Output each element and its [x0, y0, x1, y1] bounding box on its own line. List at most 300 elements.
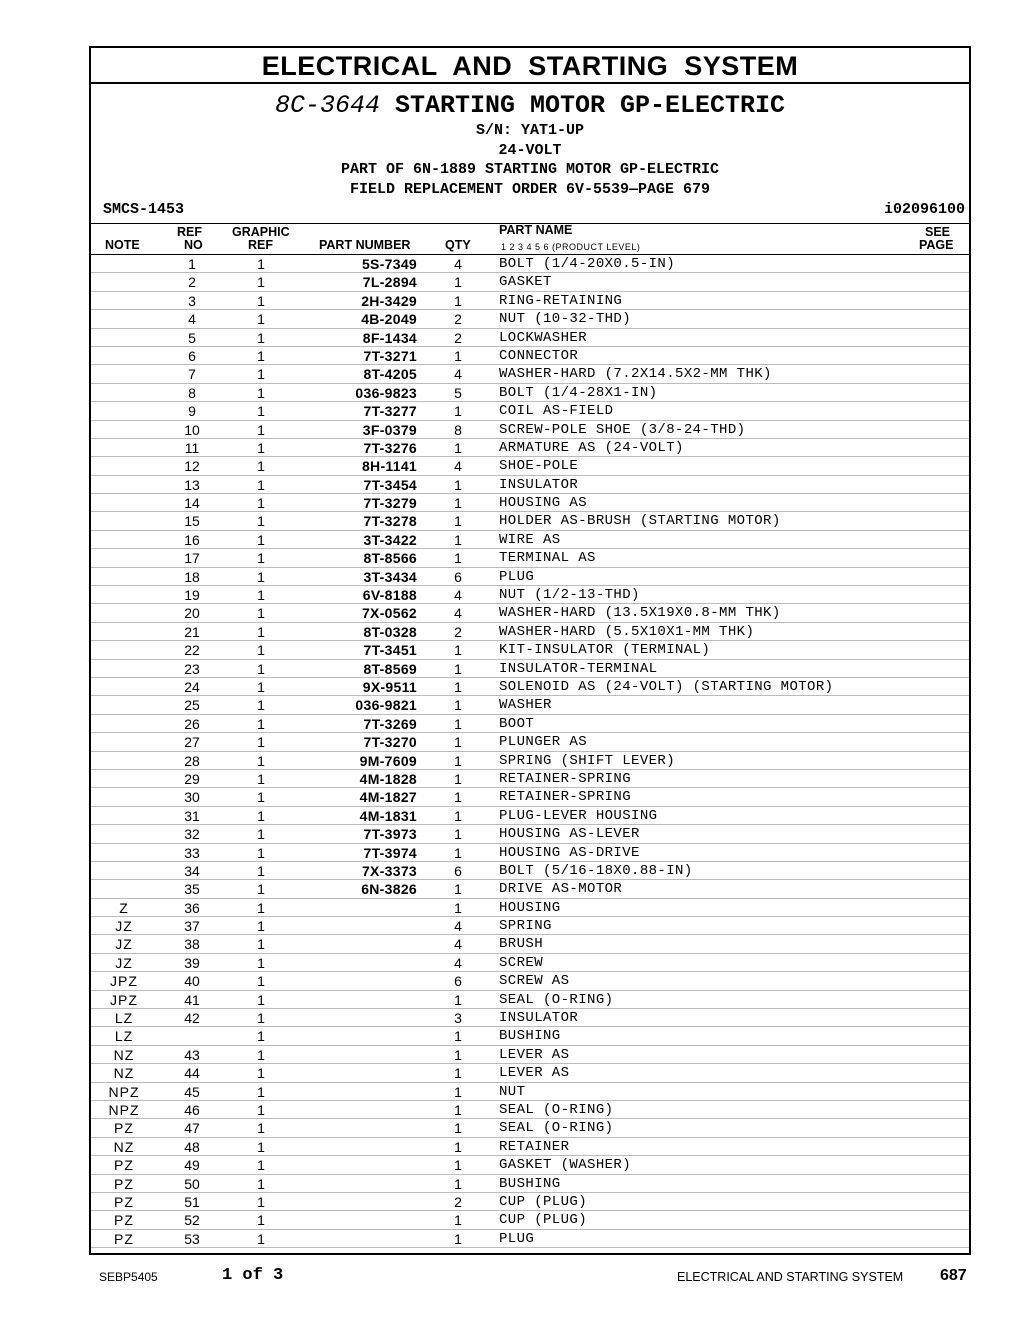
header-graphic-1: GRAPHIC — [232, 225, 290, 239]
ref-number: 47 — [184, 1120, 200, 1137]
table-row — [91, 365, 969, 383]
part-name: BUSHING — [499, 1028, 561, 1045]
graphic-ref: 1 — [257, 623, 265, 640]
ref-number: 41 — [184, 991, 200, 1008]
part-name: DRIVE AS-MOTOR — [499, 881, 623, 898]
part-name: RETAINER-SPRING — [499, 789, 632, 806]
note-cell: NZ — [113, 1046, 135, 1063]
ref-number: 23 — [184, 660, 200, 677]
part-name: SEAL (O-RING) — [499, 1120, 614, 1137]
graphic-ref: 1 — [257, 1120, 265, 1137]
ref-number: 34 — [184, 862, 200, 879]
quantity: 1 — [454, 991, 462, 1008]
part-name: SCREW — [499, 954, 544, 971]
part-number: 5S-7349 — [361, 256, 417, 272]
part-number: 7T-3454 — [363, 476, 417, 493]
quantity: 1 — [454, 495, 462, 512]
part-name: CUP (PLUG) — [499, 1212, 588, 1229]
graphic-ref: 1 — [257, 954, 265, 971]
graphic-ref: 1 — [257, 881, 265, 898]
ref-number: 51 — [184, 1193, 200, 1210]
quantity: 1 — [454, 531, 462, 548]
part-name: PLUNGER AS — [499, 734, 588, 751]
part-name: HOUSING AS — [499, 495, 588, 512]
ref-number: 36 — [184, 899, 200, 916]
quantity: 1 — [454, 697, 462, 714]
table-row — [91, 402, 969, 420]
ref-number: 48 — [184, 1138, 200, 1155]
part-name: WIRE AS — [499, 531, 561, 548]
ref-number: 5 — [188, 329, 196, 346]
table-row — [91, 991, 969, 1009]
table-row — [91, 623, 969, 641]
quantity: 6 — [454, 973, 462, 990]
ref-number: 7 — [188, 366, 196, 383]
quantity: 3 — [454, 1010, 462, 1027]
part-number: 3T-3422 — [363, 531, 417, 548]
part-number: 7T-3276 — [363, 439, 417, 456]
quantity: 1 — [454, 1212, 462, 1229]
table-row — [91, 825, 969, 843]
graphic-ref: 1 — [257, 1138, 265, 1155]
part-number: 7T-3974 — [363, 844, 417, 861]
quantity: 1 — [454, 292, 462, 309]
table-row — [91, 421, 969, 439]
table-row — [91, 696, 969, 714]
graphic-ref: 1 — [257, 568, 265, 585]
quantity: 5 — [454, 384, 462, 401]
graphic-ref: 1 — [257, 697, 265, 714]
graphic-ref: 1 — [257, 531, 265, 548]
quantity: 1 — [454, 476, 462, 493]
table-row — [91, 715, 969, 733]
table-row — [91, 255, 969, 273]
part-number: 8T-8566 — [363, 550, 417, 567]
table-row — [91, 586, 969, 604]
table-row — [91, 788, 969, 806]
quantity: 1 — [454, 899, 462, 916]
part-number: 4B-2049 — [361, 311, 417, 328]
graphic-ref: 1 — [257, 734, 265, 751]
part-number: 6V-8188 — [362, 587, 417, 604]
ref-number: 1 — [188, 256, 196, 272]
quantity: 1 — [454, 550, 462, 567]
part-name: BOLT (1/4-20X0.5-IN) — [499, 256, 676, 272]
quantity: 1 — [454, 715, 462, 732]
part-name: BOLT (1/4-28X1-IN) — [499, 384, 658, 401]
field-replacement-line: FIELD REPLACEMENT ORDER 6V-5539—PAGE 679 — [349, 180, 711, 198]
quantity: 1 — [454, 1028, 462, 1045]
graphic-ref: 1 — [257, 329, 265, 346]
ref-number: 10 — [184, 421, 200, 438]
note-cell: PZ — [114, 1230, 134, 1247]
part-name: INSULATOR — [499, 476, 579, 493]
part-number: 7T-3973 — [363, 826, 417, 843]
group-title — [91, 91, 969, 121]
group-name: STARTING MOTOR GP-ELECTRIC — [394, 91, 786, 120]
quantity: 4 — [454, 918, 462, 935]
part-name: KIT-INSULATOR (TERMINAL) — [499, 642, 711, 659]
part-name: INSULATOR-TERMINAL — [499, 660, 658, 677]
quantity: 1 — [454, 1138, 462, 1155]
ref-number: 11 — [184, 439, 200, 456]
part-name: PLUG — [499, 568, 535, 585]
part-number: 6N-3826 — [361, 881, 417, 898]
part-name: HOUSING AS-DRIVE — [499, 844, 640, 861]
quantity: 1 — [454, 752, 462, 769]
ref-number: 40 — [184, 973, 200, 990]
table-row — [91, 604, 969, 622]
graphic-ref: 1 — [257, 991, 265, 1008]
table-row — [91, 531, 969, 549]
ref-number: 16 — [184, 531, 200, 548]
part-name: WASHER-HARD (7.2X14.5X2-MM THK) — [499, 366, 772, 383]
ref-number: 24 — [184, 678, 200, 695]
table-row — [91, 1175, 969, 1193]
table-row — [91, 733, 969, 751]
note-cell: PZ — [114, 1175, 134, 1192]
table-row — [91, 568, 969, 586]
graphic-ref: 1 — [257, 1193, 265, 1210]
quantity: 1 — [454, 1120, 462, 1137]
table-row — [91, 844, 969, 862]
table-row — [91, 347, 969, 365]
ref-number: 37 — [184, 918, 200, 935]
ref-number: 32 — [184, 826, 200, 843]
footer-doc-number: SEBP5405 — [99, 1270, 158, 1284]
part-name: COIL AS-FIELD — [499, 403, 614, 420]
note-cell: PZ — [114, 1120, 134, 1137]
graphic-ref: 1 — [257, 807, 265, 824]
graphic-ref: 1 — [257, 918, 265, 935]
ref-number: 52 — [184, 1212, 200, 1229]
header-ref-2: NO — [184, 238, 203, 252]
footer-page-of: 1 of 3 — [222, 1266, 284, 1285]
quantity: 2 — [454, 1193, 462, 1210]
part-name: SPRING — [499, 918, 552, 935]
quantity: 4 — [454, 458, 462, 475]
part-number: 8H-1141 — [361, 458, 417, 475]
graphic-ref: 1 — [257, 973, 265, 990]
graphic-ref: 1 — [257, 274, 265, 291]
quantity: 4 — [454, 605, 462, 622]
table-row — [91, 972, 969, 990]
graphic-ref: 1 — [257, 366, 265, 383]
part-number: 8F-1434 — [362, 329, 417, 346]
table-header — [91, 224, 969, 255]
table-row — [91, 770, 969, 788]
table-row — [91, 1027, 969, 1045]
part-number: 7T-3269 — [363, 715, 417, 732]
graphic-ref: 1 — [257, 587, 265, 604]
part-name: RETAINER — [499, 1138, 570, 1155]
table-row — [91, 660, 969, 678]
note-cell: NZ — [113, 1065, 135, 1082]
quantity: 6 — [454, 568, 462, 585]
quantity: 1 — [454, 1230, 462, 1247]
header-ref-1: REF — [177, 225, 202, 239]
graphic-ref: 1 — [257, 660, 265, 677]
quantity: 1 — [454, 1157, 462, 1174]
quantity: 1 — [454, 826, 462, 843]
graphic-ref: 1 — [257, 347, 265, 364]
table-row — [91, 917, 969, 935]
table-row — [91, 954, 969, 972]
table-row — [91, 1138, 969, 1156]
table-row — [91, 641, 969, 659]
header-graphic-2: REF — [248, 238, 273, 252]
note-cell: JZ — [115, 936, 133, 953]
table-row — [91, 549, 969, 567]
part-name: SPRING (SHIFT LEVER) — [499, 752, 676, 769]
note-cell: NPZ — [108, 1083, 140, 1100]
part-name: ARMATURE AS (24-VOLT) — [499, 439, 684, 456]
note-cell: PZ — [114, 1212, 134, 1229]
table-row — [91, 1119, 969, 1137]
header-see-1: SEE — [925, 225, 951, 239]
quantity: 1 — [454, 439, 462, 456]
quantity: 1 — [454, 734, 462, 751]
table-row — [91, 935, 969, 953]
table-row — [91, 1046, 969, 1064]
note-cell: JZ — [115, 954, 133, 971]
part-name: LEVER AS — [499, 1065, 570, 1082]
quantity: 8 — [454, 421, 462, 438]
illustration-id: i02096100 — [883, 201, 965, 218]
ref-number: 29 — [184, 770, 200, 787]
graphic-ref: 1 — [257, 1175, 265, 1192]
page-footer — [0, 1266, 1020, 1288]
table-row — [91, 457, 969, 475]
part-name: LOCKWASHER — [499, 329, 588, 346]
quantity: 2 — [454, 311, 462, 328]
table-row — [91, 512, 969, 530]
part-name: HOUSING — [499, 899, 561, 916]
graphic-ref: 1 — [257, 642, 265, 659]
ref-number: 3 — [188, 292, 196, 309]
graphic-ref: 1 — [257, 936, 265, 953]
table-row — [91, 678, 969, 696]
ref-number: 50 — [184, 1175, 200, 1192]
graphic-ref: 1 — [257, 1230, 265, 1247]
quantity: 1 — [454, 642, 462, 659]
footer-section: ELECTRICAL AND STARTING SYSTEM — [677, 1270, 904, 1284]
graphic-ref: 1 — [257, 1101, 265, 1118]
part-number: 3T-3434 — [363, 568, 417, 585]
part-number: 7T-3278 — [363, 513, 417, 530]
note-cell: JPZ — [110, 973, 138, 990]
graphic-ref: 1 — [257, 458, 265, 475]
quantity: 1 — [454, 881, 462, 898]
note-cell: Z — [119, 899, 129, 916]
ref-number: 18 — [184, 568, 200, 585]
part-name: WASHER-HARD (5.5X10X1-MM THK) — [499, 623, 755, 640]
part-number: 4M-1828 — [359, 770, 417, 787]
ref-number: 42 — [184, 1010, 200, 1027]
note-cell: LZ — [114, 1010, 134, 1027]
quantity: 4 — [454, 587, 462, 604]
table-row — [91, 752, 969, 770]
graphic-ref: 1 — [257, 1065, 265, 1082]
part-number: 7T-3270 — [363, 734, 417, 751]
ref-number: 9 — [188, 403, 196, 420]
quantity: 1 — [454, 1175, 462, 1192]
part-number: 7T-3451 — [363, 642, 417, 659]
part-name: SCREW-POLE SHOE (3/8-24-THD) — [499, 421, 746, 438]
ref-number: 21 — [184, 623, 200, 640]
ref-number: 39 — [184, 954, 200, 971]
smcs-code: SMCS-1453 — [103, 201, 185, 218]
part-number: 8T-4205 — [363, 366, 417, 383]
table-row — [91, 310, 969, 328]
quantity: 1 — [454, 660, 462, 677]
parts-page-frame — [89, 46, 971, 1255]
table-row — [91, 880, 969, 898]
quantity: 2 — [454, 329, 462, 346]
quantity: 1 — [454, 1046, 462, 1063]
section-title: ELECTRICAL AND STARTING SYSTEM — [91, 48, 969, 84]
part-number: 3F-0379 — [362, 421, 417, 438]
graphic-ref: 1 — [257, 826, 265, 843]
table-row — [91, 1009, 969, 1027]
note-cell: PZ — [114, 1193, 134, 1210]
table-row — [91, 862, 969, 880]
ref-number: 53 — [184, 1230, 200, 1247]
ref-number: 14 — [184, 495, 200, 512]
part-number: 9X-9511 — [362, 678, 417, 695]
graphic-ref: 1 — [257, 439, 265, 456]
table-row — [91, 1083, 969, 1101]
ref-number: 49 — [184, 1157, 200, 1174]
part-name: BOOT — [499, 715, 535, 732]
group-number: 8C-3644 — [274, 91, 380, 120]
part-name: PLUG — [499, 1230, 535, 1247]
part-name: HOLDER AS-BRUSH (STARTING MOTOR) — [499, 513, 781, 530]
graphic-ref: 1 — [257, 789, 265, 806]
graphic-ref: 1 — [257, 899, 265, 916]
part-name: BOLT (5/16-18X0.88-IN) — [499, 862, 693, 879]
part-name: HOUSING AS-LEVER — [499, 826, 640, 843]
part-number: 8T-0328 — [363, 623, 417, 640]
graphic-ref: 1 — [257, 421, 265, 438]
part-number: 7X-0562 — [361, 605, 417, 622]
quantity: 1 — [454, 678, 462, 695]
ref-number: 8 — [188, 384, 196, 401]
part-name: GASKET (WASHER) — [499, 1157, 632, 1174]
ref-number: 28 — [184, 752, 200, 769]
footer-page-number: 687 — [940, 1267, 967, 1284]
graphic-ref: 1 — [257, 862, 265, 879]
quantity: 1 — [454, 807, 462, 824]
graphic-ref: 1 — [257, 1028, 265, 1045]
quantity: 1 — [454, 844, 462, 861]
part-name: NUT (1/2-13-THD) — [499, 587, 640, 604]
part-number: 8T-8569 — [363, 660, 417, 677]
ref-number: 30 — [184, 789, 200, 806]
header-qty: QTY — [445, 238, 471, 252]
ref-number: 43 — [184, 1046, 200, 1063]
ref-number: 44 — [184, 1065, 200, 1082]
table-row — [91, 273, 969, 291]
part-name: INSULATOR — [499, 1010, 579, 1027]
graphic-ref: 1 — [257, 550, 265, 567]
serial-range: S/N: YAT1-UP — [475, 122, 585, 139]
ref-number: 38 — [184, 936, 200, 953]
part-number: 036-9823 — [355, 384, 417, 401]
graphic-ref: 1 — [257, 384, 265, 401]
graphic-ref: 1 — [257, 678, 265, 695]
part-name: WASHER-HARD (13.5X19X0.8-MM THK) — [499, 605, 781, 622]
part-name: PLUG-LEVER HOUSING — [499, 807, 658, 824]
ref-number: 2 — [188, 274, 196, 291]
note-cell: PZ — [114, 1157, 134, 1174]
graphic-ref: 1 — [257, 1046, 265, 1063]
graphic-ref: 1 — [257, 1212, 265, 1229]
table-row — [91, 807, 969, 825]
header-part-name: PART NAME — [499, 223, 573, 237]
ref-number: 13 — [184, 476, 200, 493]
graphic-ref: 1 — [257, 1157, 265, 1174]
part-name: LEVER AS — [499, 1046, 570, 1063]
quantity: 4 — [454, 936, 462, 953]
table-row — [91, 292, 969, 310]
graphic-ref: 1 — [257, 844, 265, 861]
quantity: 1 — [454, 1065, 462, 1082]
part-number: 7X-3373 — [361, 862, 417, 879]
graphic-ref: 1 — [257, 403, 265, 420]
part-name: SEAL (O-RING) — [499, 1101, 614, 1118]
table-row — [91, 384, 969, 402]
part-number: 036-9821 — [355, 697, 417, 714]
part-name: BUSHING — [499, 1175, 561, 1192]
quantity: 1 — [454, 789, 462, 806]
graphic-ref: 1 — [257, 1010, 265, 1027]
graphic-ref: 1 — [257, 256, 265, 272]
part-name: TERMINAL AS — [499, 550, 596, 567]
quantity: 1 — [454, 347, 462, 364]
ref-number: 6 — [188, 347, 196, 364]
graphic-ref: 1 — [257, 311, 265, 328]
quantity: 2 — [454, 623, 462, 640]
part-name: GASKET — [499, 274, 552, 291]
graphic-ref: 1 — [257, 292, 265, 309]
part-number: 4M-1831 — [359, 807, 417, 824]
ref-number: 15 — [184, 513, 200, 530]
graphic-ref: 1 — [257, 752, 265, 769]
quantity: 1 — [454, 1101, 462, 1118]
table-row — [91, 494, 969, 512]
part-name: SOLENOID AS (24-VOLT) (STARTING MOTOR) — [499, 678, 834, 695]
part-name: CONNECTOR — [499, 347, 579, 364]
part-number: 7T-3279 — [363, 495, 417, 512]
quantity: 1 — [454, 770, 462, 787]
part-name: BRUSH — [499, 936, 544, 953]
ref-number: 33 — [184, 844, 200, 861]
part-number: 7T-3277 — [363, 403, 417, 420]
table-row — [91, 1230, 969, 1248]
graphic-ref: 1 — [257, 495, 265, 512]
table-row — [91, 1156, 969, 1174]
quantity: 6 — [454, 862, 462, 879]
ref-number: 12 — [184, 458, 200, 475]
ref-number: 26 — [184, 715, 200, 732]
part-name: SEAL (O-RING) — [499, 991, 614, 1008]
table-row — [91, 1101, 969, 1119]
note-cell: LZ — [114, 1028, 134, 1045]
header-part-number: PART NUMBER — [319, 238, 411, 252]
note-cell: JPZ — [110, 991, 138, 1008]
voltage: 24-VOLT — [498, 141, 562, 159]
